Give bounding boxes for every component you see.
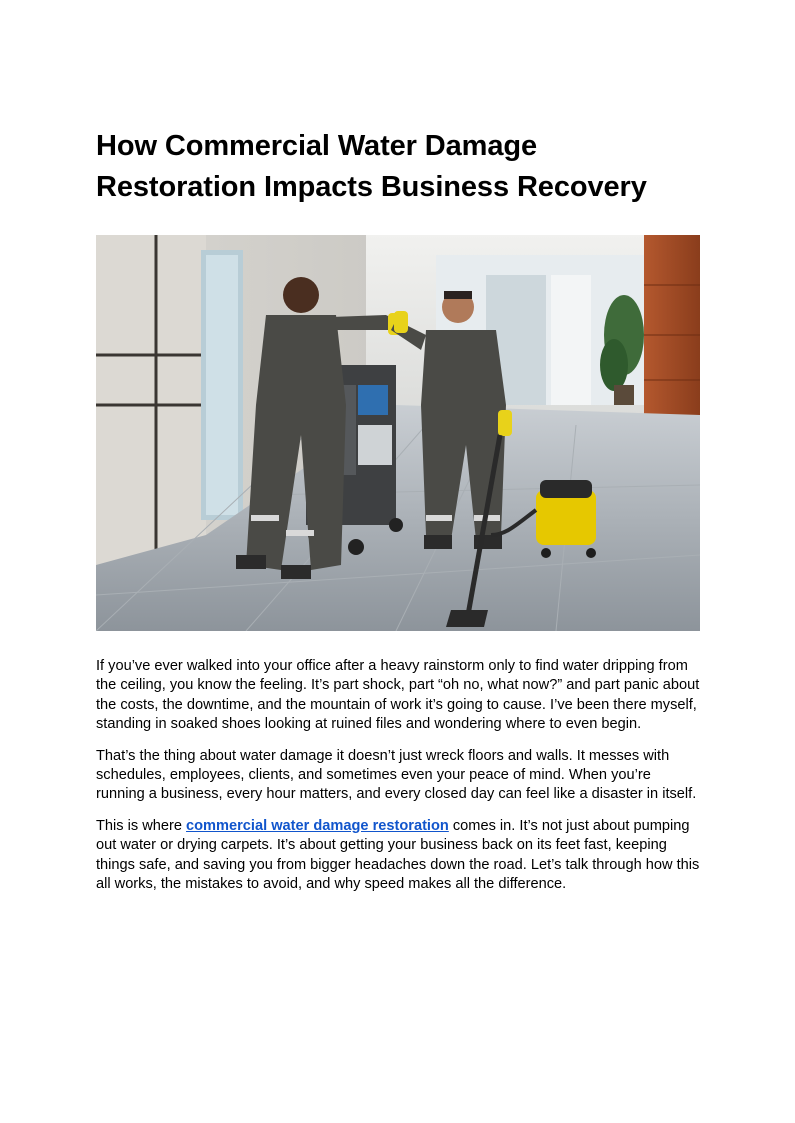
article-body <box>96 657 700 894</box>
paragraph-2: That’s the thing about water damage it doesn’t just wreck floors and walls. It messes with schedules, employees, clients, and sometimes even your peace of mind. When you’re running a business, every hour matters, and every closed day can feel like a disaster in itself. <box>96 747 697 803</box>
paragraph-3-rest: comes in. It’s not just about pumping out water or drying carpets. It’s about getting your business back on its feet fast, keeping things safe, and saving you from bigger headaches down the road. Let’s talk through how this all works, the mistakes to avoid, and why speed makes all the difference. <box>96 817 700 893</box>
paragraph-3 <box>96 817 700 895</box>
paragraph-1: If you’ve ever walked into your office after a heavy rainstorm only to find water dripping from the ceiling, you know the feeling. It’s part shock, part “oh no, what now?” and part panic about the costs, the downtime, and the mountain of work it’s going to cause. I’ve been there myself, standing in soaked shoes looking at ruined files and wondering where to even begin. <box>96 658 700 733</box>
title-line-1: How Commercial Water Damage <box>96 130 538 162</box>
article <box>96 126 700 906</box>
hero-image <box>96 235 700 631</box>
paragraph-3-intro: This is where <box>96 817 187 834</box>
commercial-water-damage-restoration-link[interactable]: commercial water damage restoration <box>186 817 449 834</box>
title-line-2: Restoration Impacts Business Recovery <box>96 171 647 203</box>
hero-photo-illustration <box>96 235 700 631</box>
article-title <box>96 126 700 208</box>
